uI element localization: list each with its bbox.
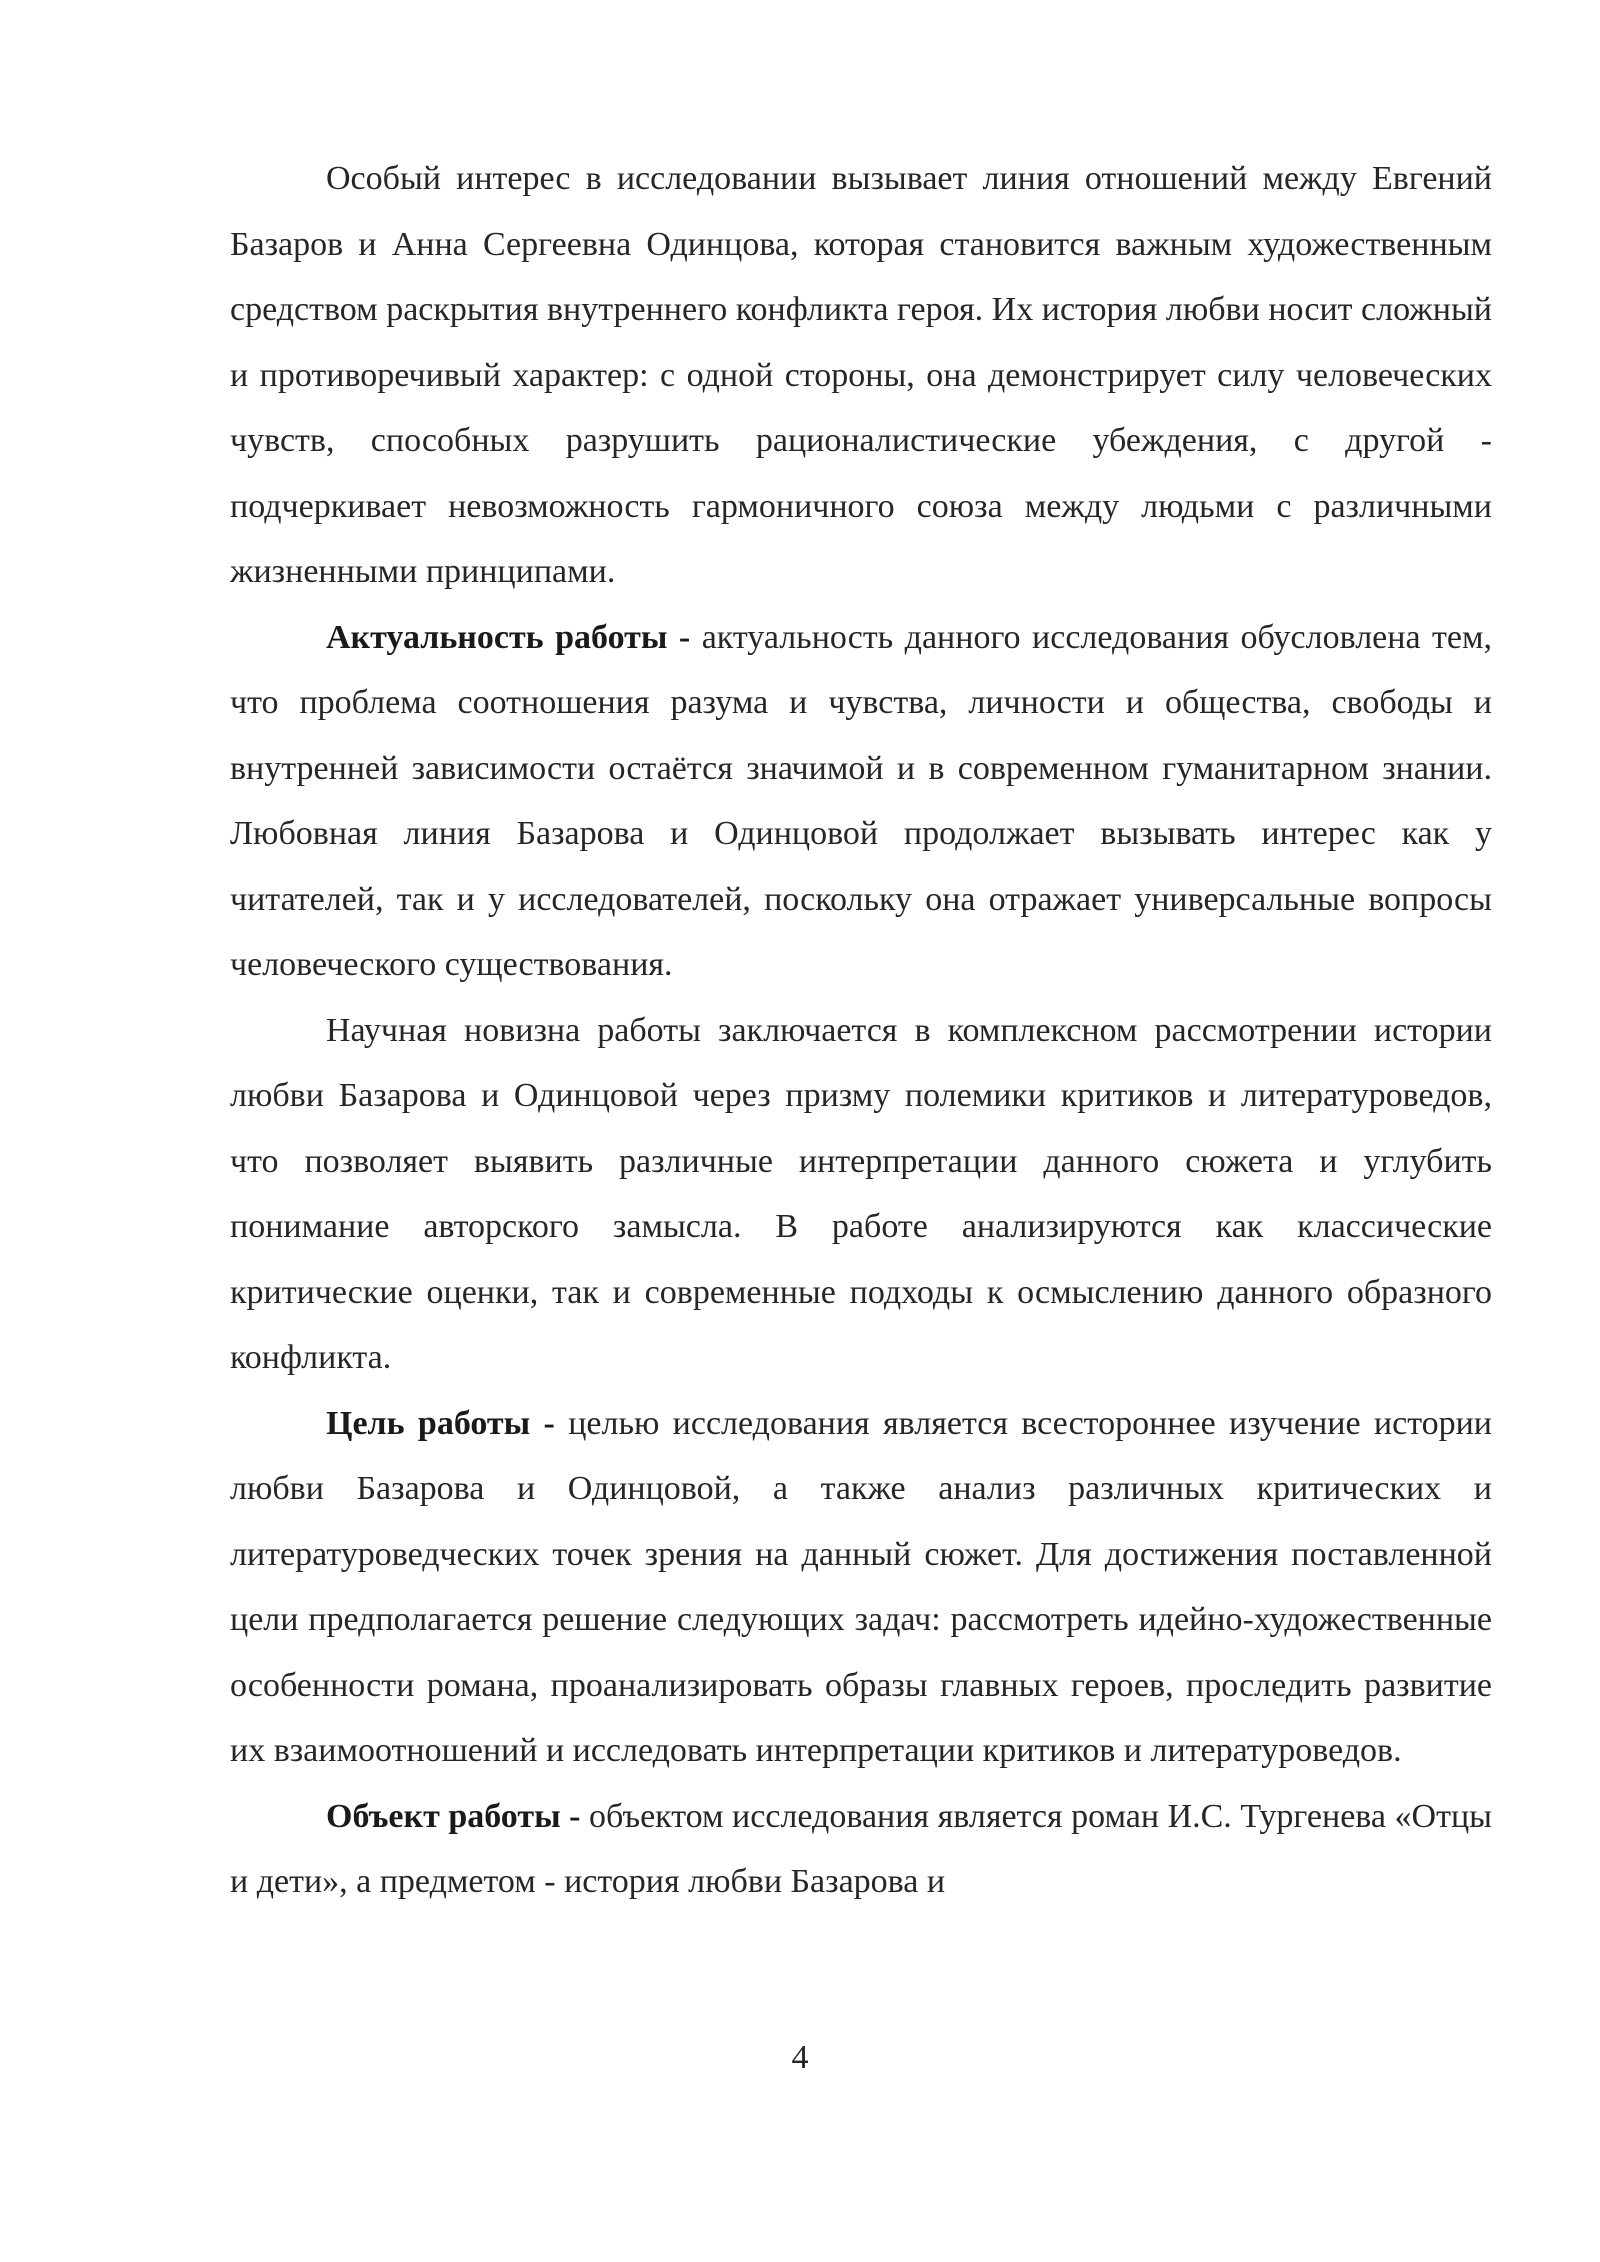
paragraph-text: Научная новизна работы заключается в комплексном рассмотрении истории любви Базарова и Одинцовой через призму полемики критиков и литературоведов, что позволяет выявить различные интерпретации данного сюжета и углубить понимание авторского замысла. В работе анализируются как классические критические оценки, так и современные подходы к осмыслению данного образного конфликта. [230,1011,1492,1376]
paragraph-novelty [230,998,1492,1391]
paragraph-text: целью исследования является всестороннее изучение истории любви Базарова и Одинцовой, а также анализ различных критических и литературоведческих точек зрения на данный сюжет. Для достижения поставленной цели предполагается решение следующих задач: рассмотреть идейно-художественные особенности романа, проанализировать образы главных героев, проследить развитие их взаимоотношений и исследовать интерпретации критиков и литературоведов. [230,1404,1493,1769]
paragraph-text: актуальность данного исследования обусловлена тем, что проблема соотношения разума и чувства, личности и общества, свободы и внутренней зависимости остаётся значимой и в современном гуманитарном знании. Любовная линия Базарова и Одинцовой продолжает вызывать интерес как у читателей, так и у исследователей, поскольку она отражает универсальные вопросы человеческого существования. [230,618,1492,983]
paragraph-object [230,1784,1492,1915]
paragraph-term: Актуальность работы - [326,618,691,656]
paragraph-intro [230,146,1492,605]
paragraph-term: Цель работы - [326,1404,555,1442]
paragraph-text: объектом исследования является роман И.С. Тургенева «Отцы и дети», а предметом - история любви Базарова и [230,1797,1492,1900]
paragraph-text: Особый интерес в исследовании вызывает линия отношений между Евгений Базаров и Анна Сергеевна Одинцова, которая становится важным художественным средством раскрытия внутреннего конфликта героя. Их история любви носит сложный и противоречивый характер: с одной стороны, она демонстрирует силу человеческих чувств, способных разрушить рационалистические убеждения, с другой - подчеркивает невозможность гармоничного союза между людьми с различными жизненными принципами. [230,160,1492,590]
paragraph-term: Объект работы - [326,1797,581,1835]
paragraph-goal [230,1391,1492,1784]
page-number: 4 [791,2039,809,2076]
paragraph-relevance [230,605,1492,998]
body-text [230,146,1492,1915]
